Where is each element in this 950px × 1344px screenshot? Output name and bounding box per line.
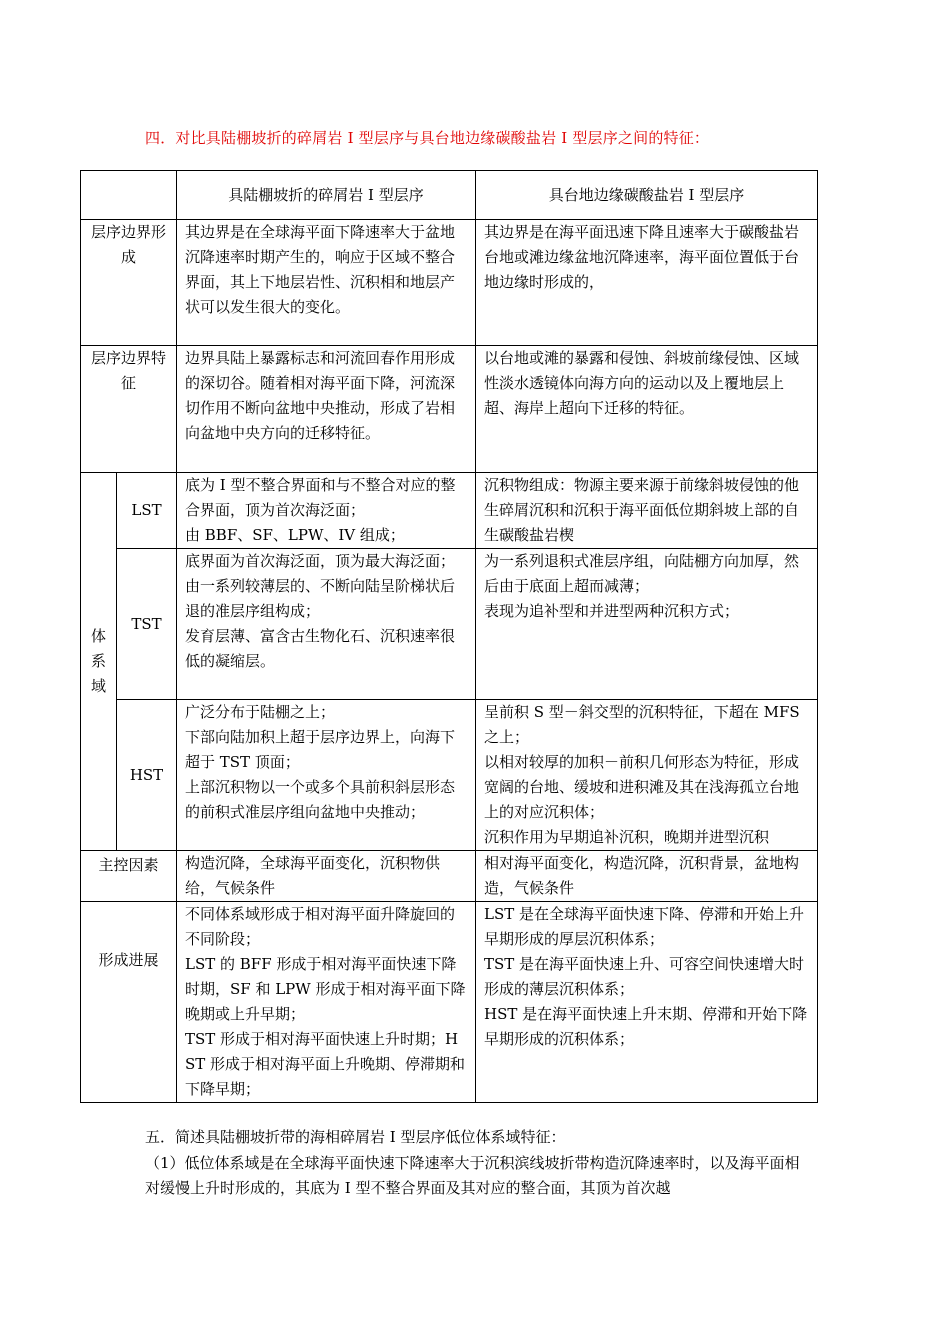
evolution-clastic-line-1: 不同体系域形成于相对海平面升降旋回的不同阶段； [185,905,456,948]
tst-carbonate [476,549,818,700]
sub-label-hst: HST [117,700,177,851]
controls-clastic: 构造沉降，全球海平面变化，沉积物供给，气候条件 [177,851,476,902]
sub-label-tst: TST [117,549,177,700]
table-row-lst [81,473,818,549]
header-clastic: 具陆棚坡折的碎屑岩 I 型层序 [177,171,476,220]
header-empty-cell [81,171,177,220]
lst-carbonate: 沉积物组成：物源主要来源于前缘斜坡侵蚀的他生碎屑沉积和沉积于海平面低位期斜坡上部的自生碳酸盐岩楔 [476,473,818,549]
comparison-table [80,170,818,1103]
tst-carbonate-line-1: 为一系列退积式准层序组，向陆棚方向加厚，然后由于底面上超而减薄； [484,552,800,595]
lst-clastic [177,473,476,549]
evolution-carbonate-line-3: HST 是在海平面快速上升末期、停滞和开始下降早期形成的沉积体系； [484,1005,808,1048]
hst-clastic [177,700,476,851]
hst-clastic-line-3: 上部沉积物以一个或多个具前积斜层形态的前积式准层序组向盆地中央推动； [185,778,456,821]
tst-clastic [177,549,476,700]
table-row-boundary-formation [81,220,818,346]
table-row-tst [81,549,818,700]
evolution-clastic [177,902,476,1103]
row-label-boundary-formation: 层序边界形成 [81,220,177,346]
section-5-paragraph: （1）低位体系域是在全球海平面快速下降速率大于沉积滨线坡折带构造沉降速率时，以及海平面相对缓慢上升时形成的，其底为 I 型不整合界面及其对应的整合面，其顶为首次越 [145,1154,800,1197]
row-label-evolution: 形成进展 [81,902,177,1103]
sub-label-lst: LST [117,473,177,549]
hst-carbonate [476,700,818,851]
tst-clastic-line-2: 由一系列较薄层的、不断向陆呈阶梯状后退的准层序组构成； [185,577,456,620]
hst-clastic-line-1: 广泛分布于陆棚之上； [185,703,336,721]
table-row-hst [81,700,818,851]
table-row-boundary-features [81,346,818,473]
header-carbonate: 具台地边缘碳酸盐岩 I 型层序 [476,171,818,220]
hst-clastic-line-2: 下部向陆加积上超于层序边界上，向海下超于 TST 顶面； [185,728,456,771]
evolution-clastic-line-2: LST 的 BFF 形成于相对海平面快速下降时期，SF 和 LPW 形成于相对海平面下降晚期或上升早期； [185,955,466,1023]
row-label-systems-tract: 体系域 [81,473,117,851]
controls-carbonate: 相对海平面变化，构造沉降，沉积背景，盆地构造，气候条件 [476,851,818,902]
row-label-boundary-features: 层序边界特征 [81,346,177,473]
section-4-title: 四．对比具陆棚坡折的碎屑岩 I 型层序与具台地边缘碳酸盐岩 I 型层序之间的特征： [145,129,710,147]
evolution-carbonate-line-2: TST 是在海平面快速上升、可容空间快速增大时形成的薄层沉积体系； [484,955,805,998]
evolution-clastic-line-3: TST 形成于相对海平面快速上升时期；HST 形成于相对海平面上升晚期、停滞期和下降早期； [185,1030,466,1098]
hst-carbonate-line-3: 沉积作用为早期追补沉积，晚期并进型沉积 [484,828,770,846]
table-row-evolution [81,902,818,1103]
tst-clastic-line-1: 底界面为首次海泛面，顶为最大海泛面； [185,552,456,570]
row-label-controls: 主控因素 [81,851,177,902]
boundary-formation-clastic: 其边界是在全球海平面下降速率大于盆地沉降速率时期产生的，响应于区域不整合界面，其上下地层岩性、沉积相和地层产状可以发生很大的变化。 [177,220,476,346]
table-header-row [81,171,818,220]
boundary-features-clastic: 边界具陆上暴露标志和河流回春作用形成的深切谷。随着相对海平面下降，河流深切作用不断向盆地中央推动，形成了岩相向盆地中央方向的迁移特征。 [177,346,476,473]
lst-clastic-line-1: 底为 I 型不整合界面和与不整合对应的整合界面，顶为首次海泛面； [185,476,456,519]
boundary-formation-carbonate: 其边界是在海平面迅速下降且速率大于碳酸盐岩台地或滩边缘盆地沉降速率，海平面位置低于台地边缘时形成的， [476,220,818,346]
evolution-carbonate [476,902,818,1103]
lst-clastic-line-2: 由 BBF、SF、LPW、IV 组成； [185,526,405,544]
tst-carbonate-line-2: 表现为追补型和并进型两种沉积方式； [484,602,740,620]
hst-carbonate-line-1: 呈前积 S 型－斜交型的沉积特征，下超在 MFS 之上； [484,703,800,746]
section-5-title: 五．简述具陆棚坡折带的海相碎屑岩 I 型层序低位体系域特征： [145,1128,566,1146]
hst-carbonate-line-2: 以相对较厚的加积－前积几何形态为特征，形成宽阔的台地、缓坡和进积滩及其在浅海孤立台地上的对应沉积体； [484,753,800,821]
boundary-features-carbonate: 以台地或滩的暴露和侵蚀、斜坡前缘侵蚀、区域性淡水透镜体向海方向的运动以及上覆地层上超、海岸上超向下迁移的特征。 [476,346,818,473]
table-row-controls [81,851,818,902]
evolution-carbonate-line-1: LST 是在全球海平面快速下降、停滞和开始上升早期形成的厚层沉积体系； [484,905,805,948]
tst-clastic-line-3: 发育层薄、富含古生物化石、沉积速率很低的凝缩层。 [185,627,456,670]
